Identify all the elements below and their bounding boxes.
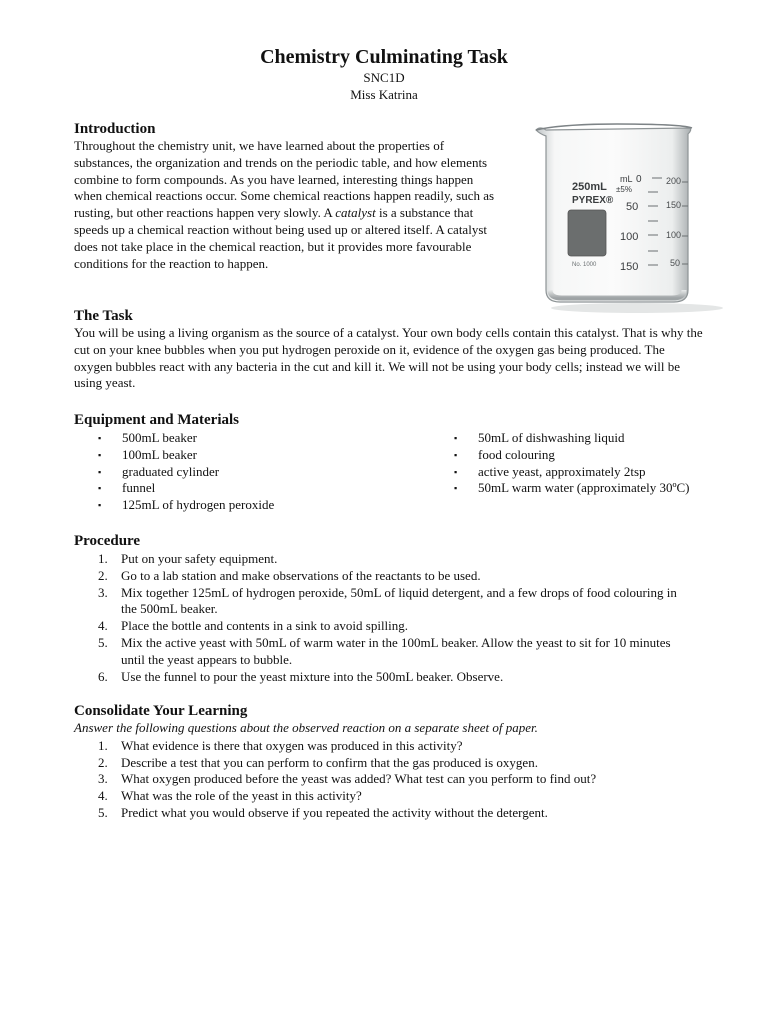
catalyst-term: catalyst bbox=[335, 205, 376, 221]
question-number: 1. bbox=[98, 737, 108, 753]
question-number: 5. bbox=[98, 804, 108, 820]
question-item bbox=[74, 755, 704, 772]
step-number: 4. bbox=[98, 618, 108, 634]
right-mark-150: 150 bbox=[666, 200, 682, 210]
procedure-step bbox=[74, 551, 704, 568]
step-number: 2. bbox=[98, 567, 108, 583]
question-item bbox=[74, 771, 704, 788]
procedure-section bbox=[74, 532, 704, 685]
step-text: Place the bottle and contents in a sink to avoid spilling. bbox=[121, 618, 409, 634]
step-text: Go to a lab station and make observations of the reactants to be used. bbox=[121, 567, 481, 583]
bullet-icon: ▪ bbox=[98, 449, 102, 460]
list-item bbox=[74, 497, 394, 514]
equipment-item: 100mL beaker bbox=[122, 446, 197, 462]
step-number: 5. bbox=[98, 634, 108, 650]
question-text: Describe a test that you can perform to confirm that the gas produced is oxygen. bbox=[121, 754, 538, 770]
beaker-tolerance: ±5% bbox=[616, 185, 632, 194]
introduction-heading: Introduction bbox=[74, 121, 156, 137]
teacher-name: Miss Katrina bbox=[350, 87, 418, 102]
scale-mark-100: 100 bbox=[620, 231, 639, 243]
procedure-step bbox=[74, 669, 704, 686]
bullet-icon: ▪ bbox=[454, 449, 458, 460]
introduction-text-before: Throughout the chemistry unit, we have learned about the properties of substances, the organization and trends on the periodic table, and how elements combine to form compounds. As you have learned, interesting things happen when chemical reactions occur. Some chemical reactions happen readily, such as rusting, but other reactions happen very slowly. A bbox=[74, 138, 495, 221]
consolidate-section bbox=[74, 702, 704, 822]
procedure-step bbox=[74, 568, 704, 585]
procedure-step bbox=[74, 618, 704, 635]
consolidate-heading: Consolidate Your Learning bbox=[74, 703, 248, 719]
equipment-item: 50mL of dishwashing liquid bbox=[478, 430, 625, 445]
equipment-heading: Equipment and Materials bbox=[74, 412, 240, 428]
step-text: Mix together 125mL of hydrogen peroxide, 50mL of liquid detergent, and a few drops of food colouring in the 500mL beaker. bbox=[121, 584, 677, 617]
procedure-steps bbox=[74, 551, 704, 685]
introduction-section bbox=[74, 120, 504, 272]
question-text: What was the role of the yeast in this activity? bbox=[121, 788, 362, 804]
consolidate-instructions: Answer the following questions about the observed reaction on a separate sheet of paper. bbox=[74, 720, 538, 735]
question-item bbox=[74, 805, 704, 822]
question-text: What oxygen produced before the yeast was added? What test can you perform to find out? bbox=[121, 771, 597, 787]
step-number: 3. bbox=[98, 584, 108, 600]
step-text: Put on your safety equipment. bbox=[121, 551, 278, 566]
task-paragraph: You will be using a living organism as the source of a catalyst. Your own body cells contain this catalyst. That is why the cut on your knee bubbles when you put hydrogen peroxide on it, evidence of the oxygen gas being produced. The oxygen bubbles react with any bacteria in the cut and kill it. We will not be using your body cells; instead we will be using yeast. bbox=[74, 325, 703, 391]
question-item bbox=[74, 738, 704, 755]
bullet-icon: ▪ bbox=[98, 483, 102, 494]
list-item bbox=[430, 464, 700, 481]
step-text: Mix the active yeast with 50mL of warm water in the 100mL beaker. Allow the yeast to sit for 10 minutes until the yeast appears to bubble. bbox=[121, 634, 671, 667]
list-item bbox=[430, 480, 700, 497]
introduction-paragraph bbox=[74, 138, 502, 272]
step-number: 1. bbox=[98, 551, 108, 566]
list-item bbox=[74, 464, 394, 481]
consolidate-questions bbox=[74, 738, 704, 822]
document-title: Chemistry Culminating Task bbox=[260, 46, 508, 68]
equipment-lists bbox=[74, 429, 704, 513]
introduction-text-after: is a substance that speeds up a chemical reaction without being used up or altered itself. A catalyst does not take place in the chemical reaction, but it provides more favourable conditions for the reaction to happen. bbox=[74, 205, 487, 271]
bullet-icon: ▪ bbox=[454, 483, 458, 494]
question-text: Predict what you would observe if you repeated the activity without the detergent. bbox=[121, 804, 548, 820]
bullet-icon: ▪ bbox=[454, 466, 458, 477]
task-section bbox=[74, 307, 704, 392]
beaker-brand: PYREX® bbox=[572, 195, 614, 206]
task-heading: The Task bbox=[74, 308, 133, 324]
question-text: What evidence is there that oxygen was produced in this activity? bbox=[121, 737, 463, 753]
equipment-section bbox=[74, 411, 704, 513]
equipment-item: 125mL of hydrogen peroxide bbox=[122, 497, 275, 513]
equipment-item: 50mL warm water (approximately 30ºC) bbox=[478, 480, 690, 496]
equipment-list-left bbox=[74, 430, 394, 514]
step-text: Use the funnel to pour the yeast mixture into the 500mL beaker. Observe. bbox=[121, 668, 504, 684]
procedure-heading: Procedure bbox=[74, 533, 141, 549]
scale-mark-50: 50 bbox=[626, 201, 639, 213]
step-number: 6. bbox=[98, 668, 108, 684]
equipment-item: funnel bbox=[122, 480, 156, 496]
question-number: 4. bbox=[98, 788, 108, 804]
course-code: SNC1D bbox=[363, 70, 405, 85]
bullet-icon: ▪ bbox=[98, 466, 102, 477]
beaker-model-number: No. 1000 bbox=[572, 262, 597, 268]
bullet-icon: ▪ bbox=[98, 500, 102, 511]
list-item bbox=[430, 430, 700, 447]
right-mark-50: 50 bbox=[670, 258, 681, 268]
list-item bbox=[74, 430, 394, 447]
equipment-list-right bbox=[430, 430, 700, 497]
right-mark-200: 200 bbox=[666, 176, 682, 186]
scale-mark-150: 150 bbox=[620, 261, 639, 273]
list-item bbox=[430, 447, 700, 464]
procedure-step bbox=[74, 585, 704, 619]
beaker-body bbox=[536, 128, 691, 302]
beaker-unit-label: mL bbox=[620, 174, 633, 184]
right-mark-100: 100 bbox=[666, 230, 682, 240]
marking-spot bbox=[568, 210, 606, 256]
beaker-volume-label: 250mL bbox=[572, 181, 607, 193]
procedure-step bbox=[74, 635, 704, 669]
equipment-item: 500mL beaker bbox=[122, 430, 197, 445]
list-item bbox=[74, 447, 394, 464]
equipment-item: active yeast, approximately 2tsp bbox=[478, 463, 646, 479]
equipment-item: food colouring bbox=[478, 446, 555, 462]
question-number: 3. bbox=[98, 771, 108, 787]
list-item bbox=[74, 480, 394, 497]
bullet-icon: ▪ bbox=[454, 433, 458, 443]
scale-mark-0: 0 bbox=[636, 174, 642, 185]
question-item bbox=[74, 788, 704, 805]
equipment-item: graduated cylinder bbox=[122, 463, 220, 479]
question-number: 2. bbox=[98, 754, 108, 770]
bullet-icon: ▪ bbox=[98, 433, 102, 443]
beaker-image bbox=[532, 112, 742, 317]
